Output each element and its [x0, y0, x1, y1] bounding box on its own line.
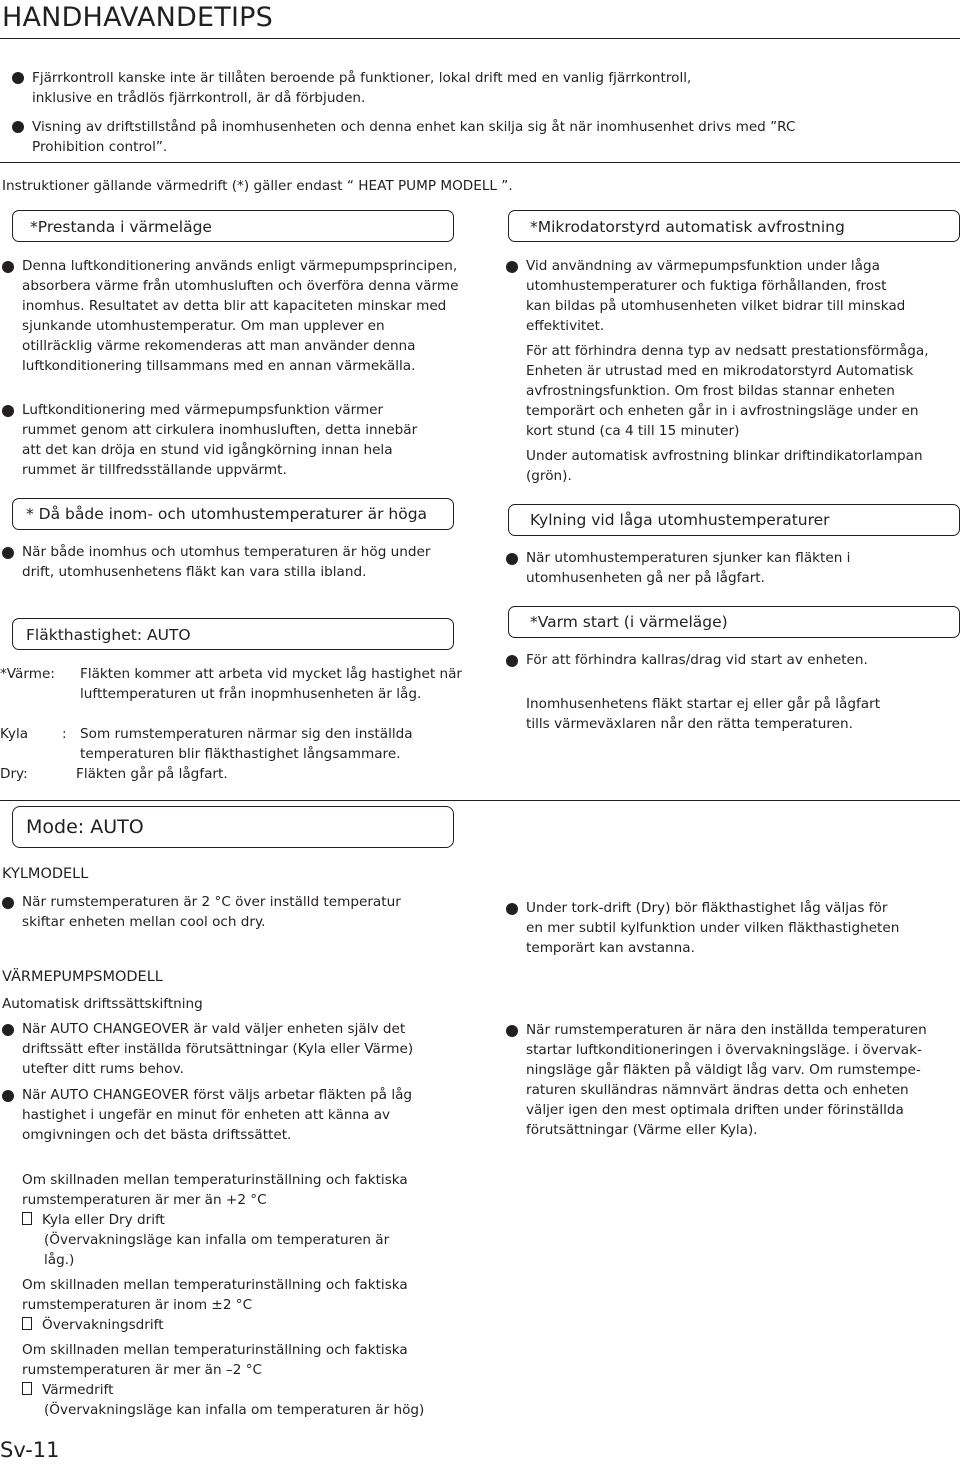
kylmodell-bullet-right: Under tork-drift (Dry) bör fläkthastighet låg väljas för en mer subtil kylfunktion under vilken fläkthastigheten temporärt kan avstanna. [526, 900, 900, 956]
kylning-bullet: När utomhustemperaturen sjunker kan fläkten i utomhusenheten gå ner på lågfart. [526, 550, 851, 586]
bullet-icon [2, 261, 14, 273]
kylmodell-bullet: När rumstemperaturen är 2 °C över inställd temperatur skiftar enheten mellan cool och dry. [22, 894, 401, 930]
avfrostning-para-2: Under automatisk avfrostning blinkar driftindikatorlampan (grön). [526, 448, 923, 484]
varme-bullet-2: När AUTO CHANGEOVER först väljs arbetar fläkten på låg hastighet i ungefär en minut för enheten att känna av omgivningen och det bästa driftssättet. [22, 1087, 413, 1143]
arrow-icon [22, 1212, 32, 1225]
varmepumpsmodell-subtitle: Automatisk driftssättskiftning [2, 996, 203, 1012]
flakt-row-label: Dry: [0, 766, 28, 782]
intro-bullet-1: Fjärrkontroll kanske inte är tillåten beroende på funktioner, lokal drift med en vanlig fjärrkontroll, inklusive en trådlös fjärrkontroll, är då förbjuden. [32, 70, 692, 106]
case-result: Övervakningsdrift [22, 1315, 164, 1335]
bullet-icon [506, 553, 518, 565]
flakt-row-text: Som rumstemperaturen närmar sig den inställda temperaturen blir fläkthastighet långsammare. [80, 726, 413, 762]
kylning-heading: Kylning vid låga utomhustemperaturer [530, 511, 830, 529]
flakt-row-label: *Värme: [0, 666, 55, 682]
flakt-row-label: Kyla [0, 726, 29, 742]
mode-heading: Mode: AUTO [26, 816, 144, 838]
case-result: Värmedrift (Övervakningsläge kan infalla om temperaturen är hög) [22, 1380, 424, 1420]
bullet-icon [2, 1024, 14, 1036]
kylmodell-title: KYLMODELL [2, 866, 89, 882]
varme-bullet-1: När AUTO CHANGEOVER är vald väljer enheten själv det driftssätt efter inställda förutsättningar (Kyla eller Värme) utefter ditt rums behov. [22, 1021, 414, 1077]
avfrostning-para-1: För att förhindra denna typ av nedsatt prestationsförmåga, Enheten är utrustad med en mikrodatorstyrd Automatisk avfrostningsfunktion. Om frost bildas stannar enheten temporärt och enheten går in i avfrostningsläge under en kort stund (ca 4 till 15 minuter) [526, 343, 929, 439]
case-condition: Om skillnaden mellan temperaturinställning och faktiska rumstemperaturen är mer än –2 °C [22, 1342, 408, 1378]
varme-bullet-right: När rumstemperaturen är nära den inställda temperaturen startar luftkonditioneringen i övervakningsläge. i övervak- ningsläge går fläkten på väldigt låg varv. Om rumstempe- raturen skulländras nämnvärt ändras detta och enheten väljer igen den mest optimala driften under förinställda förutsättningar (Värme eller Kyla). [526, 1022, 927, 1138]
case-condition: Om skillnaden mellan temperaturinställning och faktiska rumstemperaturen är inom ±2 °C [22, 1277, 408, 1313]
intro-bullet-2: Visning av driftstillstånd på inomhusenheten och denna enhet kan skilja sig åt när inomhusenhet drivs med ”RC Prohibition control”. [32, 119, 796, 155]
bullet-icon [506, 903, 518, 915]
bullet-icon [2, 547, 14, 559]
flakt-row-sep: : [62, 726, 67, 742]
bullet-icon [506, 1025, 518, 1037]
avfrostning-bullet: Vid användning av värmepumpsfunktion under låga utomhustemperaturer och fuktiga förhållanden, frost kan bildas på utomhusenheten vilket bidrar till minskad effektivitet. [526, 258, 906, 334]
arrow-icon [22, 1382, 32, 1395]
bullet-icon [12, 72, 24, 84]
varmepumpsmodell-title: VÄRMEPUMPSMODELL [2, 969, 163, 985]
varmstart-bullet: För att förhindra kallras/drag vid start av enheten. [526, 652, 868, 668]
case-condition: Om skillnaden mellan temperaturinställning och faktiska rumstemperaturen är mer än +2 °C [22, 1172, 408, 1208]
prestanda-bullet-2: Luftkonditionering med värmepumpsfunktion värmer rummet genom att cirkulera inomhusluften, detta innebär att det kan dröja en stund vid igångkörning innan hela rummet är tillfredsställande uppvärmt. [22, 402, 418, 478]
prestanda-bullet-1: Denna luftkonditionering används enligt värmepumpsprincipen, absorbera värme från utomhusluften och överföra denna värme inomhus. Resultatet av detta blir att kapaciteten minskar med sjunkande utomhustemperatur. Om man upplever en otillräcklig värme rekomenderas att man använder denna luftkonditionering tillsammans med en annan värmekälla. [22, 258, 459, 374]
bullet-icon [12, 121, 24, 133]
flakt-heading: Fläkthastighet: AUTO [26, 626, 191, 644]
flakt-row-text: Fläkten går på lågfart. [76, 766, 228, 782]
heat-pump-note: Instruktioner gällande värmedrift (*) gäller endast “ HEAT PUMP MODELL ”. [2, 178, 513, 194]
intro-rule [0, 162, 960, 163]
bullet-icon [2, 405, 14, 417]
bullet-icon [2, 1090, 14, 1102]
mode-rule [0, 800, 960, 801]
case-result: Kyla eller Dry drift (Övervakningsläge kan infalla om temperaturen är låg.) [22, 1210, 389, 1270]
varmstart-heading: *Varm start (i värmeläge) [530, 613, 728, 631]
page-number: Sv-11 [0, 1438, 60, 1462]
bullet-icon [506, 655, 518, 667]
avfrostning-heading: *Mikrodatorstyrd automatisk avfrostning [530, 218, 845, 236]
flakt-row-text: Fläkten kommer att arbeta vid mycket låg hastighet när lufttemperaturen ut från inopmhusenheten är låg. [80, 666, 463, 702]
page-title: HANDHAVANDETIPS [2, 2, 273, 33]
bullet-icon [506, 261, 518, 273]
title-rule [0, 38, 960, 39]
prestanda-heading: *Prestanda i värmeläge [30, 218, 212, 236]
hoga-bullet: När både inomhus och utomhus temperaturen är hög under drift, utomhusenhetens fläkt kan vara stilla ibland. [22, 544, 431, 580]
bullet-icon [2, 897, 14, 909]
varmstart-para: Inomhusenhetens fläkt startar ej eller går på lågfart tills värmeväxlaren når den rätta temperaturen. [526, 696, 881, 732]
hoga-heading: * Då både inom- och utomhustemperaturer är höga [26, 505, 428, 523]
arrow-icon [22, 1317, 32, 1330]
